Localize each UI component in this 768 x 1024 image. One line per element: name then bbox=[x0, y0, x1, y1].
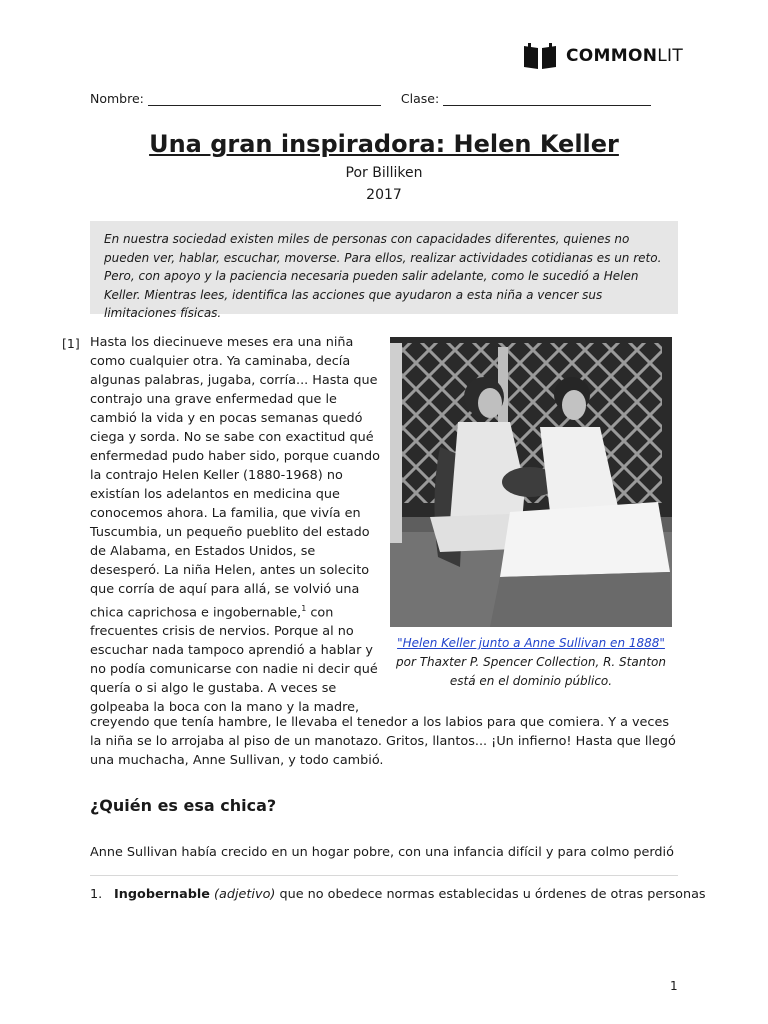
class-line[interactable] bbox=[443, 92, 651, 106]
class-label: Clase: bbox=[400, 91, 440, 106]
section-heading: ¿Quién es esa chica? bbox=[90, 796, 277, 815]
name-label: Nombre: bbox=[90, 91, 144, 106]
intro-box: En nuestra sociedad existen miles de personas con capacidades diferentes, quienes no pueden ver, hablar, escuchar, moverse. Para ellos, realizar actividades cotidianas es un reto. Pero, con apoyo y la paciencia necesaria pueden salir adelante, como le sucedió a Helen Keller. Mientras lees, identifica las acciones que ayudaron a esta niña a vencer sus limitaciones físicas. bbox=[90, 221, 678, 314]
footnote-pos: (adjetivo) bbox=[214, 887, 276, 902]
article-title: Una gran inspiradora: Helen Keller bbox=[149, 130, 619, 158]
footnote-divider bbox=[90, 875, 678, 876]
article-year: 2017 bbox=[366, 187, 402, 203]
article-author: Por Billiken bbox=[345, 165, 423, 181]
footnote-number: 1. bbox=[90, 887, 103, 902]
page-number: 1 bbox=[670, 979, 678, 993]
commonlit-logo bbox=[522, 42, 683, 70]
name-field bbox=[90, 91, 381, 106]
logo-text: COMMONLIT bbox=[566, 46, 684, 66]
footnote bbox=[90, 887, 706, 902]
paragraph-1-column bbox=[90, 333, 380, 717]
footnote-ref[interactable]: 1 bbox=[301, 604, 307, 613]
open-book-icon bbox=[522, 42, 558, 70]
name-line[interactable] bbox=[148, 92, 381, 106]
photo-credit: por Thaxter P. Spencer Collection, R. Stanton está en el dominio público. bbox=[396, 655, 666, 688]
paragraph-number: [1] bbox=[62, 336, 80, 351]
photo-caption bbox=[388, 634, 674, 691]
paragraph-1-full: creyendo que tenía hambre, le llevaba el tenedor a los labios para que comiera. Y a veces la niña se lo arrojaba al piso de un manotazo. Gritos, llantos... ¡Un infierno! Hasta que llegó una muchacha, Anne Sullivan, y todo cambió. bbox=[90, 715, 676, 768]
student-fields bbox=[90, 91, 651, 106]
footnote-term: Ingobernable bbox=[114, 887, 210, 902]
footnote-definition: que no obedece normas establecidas u órdenes de otras personas bbox=[275, 887, 706, 902]
class-field bbox=[401, 91, 651, 106]
paragraph-2: Anne Sullivan había crecido en un hogar pobre, con una infancia difícil y para colmo perdió bbox=[90, 845, 674, 860]
helen-keller-photo bbox=[390, 337, 672, 627]
paragraph-1-text-cont: con frecuentes crisis de nervios. Porque al no escuchar nada tampoco aprendió a hablar y no podía comunicarse con nadie ni decir qué quería o si algo le gustaba. A veces se golpeaba la boca con la mano y la madre, bbox=[90, 605, 378, 716]
footnote-text bbox=[114, 887, 706, 902]
photo-source-link[interactable]: "Helen Keller junto a Anne Sullivan en 1888" bbox=[397, 636, 665, 650]
paragraph-1-text: Hasta los diecinueve meses era una niña como cualquier otra. Ya caminaba, decía algunas palabras, jugaba, corría... Hasta que contrajo una grave enfermedad que le cambió la vida y en pocas semanas quedó ciega y sorda. No se sabe con exactitud qué enfermedad pudo haber sido, porque cuando la contrajo Helen Keller (1880-1968) no existían los adelantos en medicina que conocemos ahora. La familia, que vivía en Tuscumbia, un pequeño pueblito del estado de Alabama, en Estados Unidos, se desesperó. La niña Helen, antes un solecito que corría de aquí para allá, se volvió una chica caprichosa e ingobernable, bbox=[90, 335, 380, 621]
